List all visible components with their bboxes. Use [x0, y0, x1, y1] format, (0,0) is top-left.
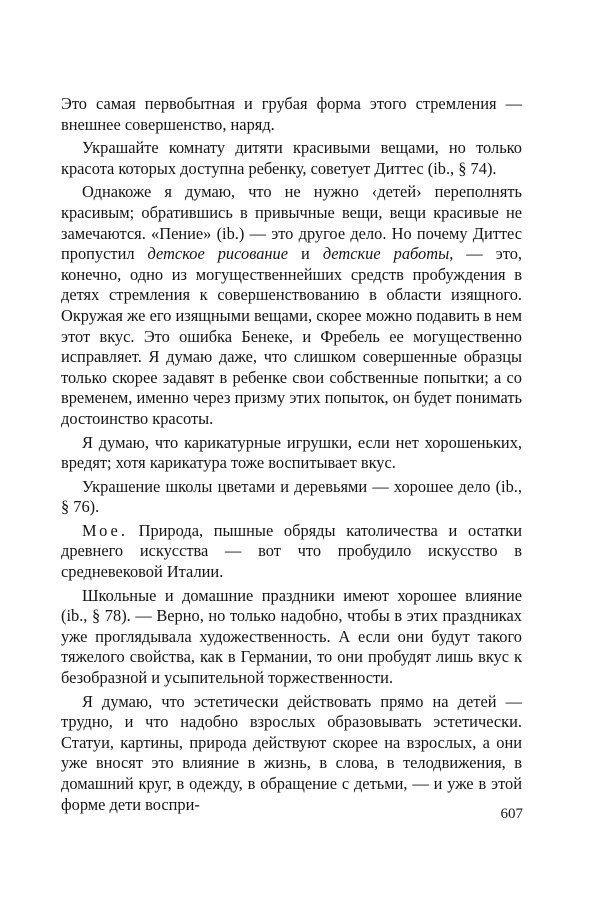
- paragraph-text: Я думаю, что карикатурные игрушки, если нет хорошеньких, вредят; хотя карикатура тоже воспитывает вкус.: [61, 432, 522, 473]
- paragraph: [61, 586, 522, 689]
- paragraph: [61, 138, 522, 179]
- paragraph-text: и: [288, 244, 323, 264]
- paragraph: [61, 433, 522, 474]
- page-number: 607: [500, 806, 523, 822]
- paragraph-text: Украшение школы цветами и деревьями — хорошее дело (ib., § 76).: [61, 476, 522, 517]
- paragraph-text: Однакоже я думаю, что не нужно ‹детей› переполнять красивым; обратившись в привычные вещи, вещи красивые не замечаются. «Пение» (ib.) — это другое дело. Но почему Диттес пропустил: [61, 182, 522, 264]
- italic-term: детское рисование: [147, 244, 288, 264]
- paragraph: [61, 521, 522, 583]
- paragraph: [61, 477, 522, 518]
- paragraph-text: Школьные и домашние праздники имеют хорошее влияние (ib., § 78). — Верно, но только надобно, чтобы в этих праздниках уже проглядывала художественность. А если они будут такого тяжелого свойства, как в Германии, то они пробудят лишь вкус к безобразной и усыпительной торжественности.: [61, 585, 522, 688]
- paragraph-text: Украшайте комнату дитяти красивыми вещами, но только красота которых доступна ребенку, советует Диттес (ib., § 74).: [61, 138, 522, 178]
- paragraph-text: , — это, конечно, одно из могущественнейших средств пробуждения в детях стремления к совершенствованию в области изящного. Окружая же его изящными вещами, скорее можно подавить в нем этот вкус. Это ошибка Бенеке, и Фребель ее могущественно исправляет. Я думаю даже, что слишком совершенные образцы только скорее задавят в ребенке свои собственные попытки; а со временем, именно через призму этих попыток, он будет понимать достоинство красоты.: [61, 244, 522, 428]
- paragraph-text: Это самая первобытная и грубая форма этого стремления — внешнее совершенство, наряд.: [61, 94, 522, 134]
- paragraph: [61, 182, 522, 429]
- paragraph-lead: Мое.: [82, 520, 128, 540]
- italic-term: детские работы: [322, 244, 450, 264]
- body-text: [61, 94, 522, 815]
- paragraph: [61, 692, 522, 816]
- paragraph-text: Природа, пышные обряды католичества и остатки древнего искусства — вот что пробудило искусство в средневековой Италии.: [61, 520, 522, 582]
- paragraph-text: Я думаю, что эстетически действовать прямо на детей — трудно, и что надобно взрослых образовывать эстетически. Статуи, картины, природа действуют скорее на взрослых, а они уже вносят это влияние в жизнь, в слова, в телодвижения, в домашний круг, в одежду, в обращение с детьми, — и уже в этой форме дети воспри-: [61, 691, 522, 814]
- paragraph: [61, 94, 522, 135]
